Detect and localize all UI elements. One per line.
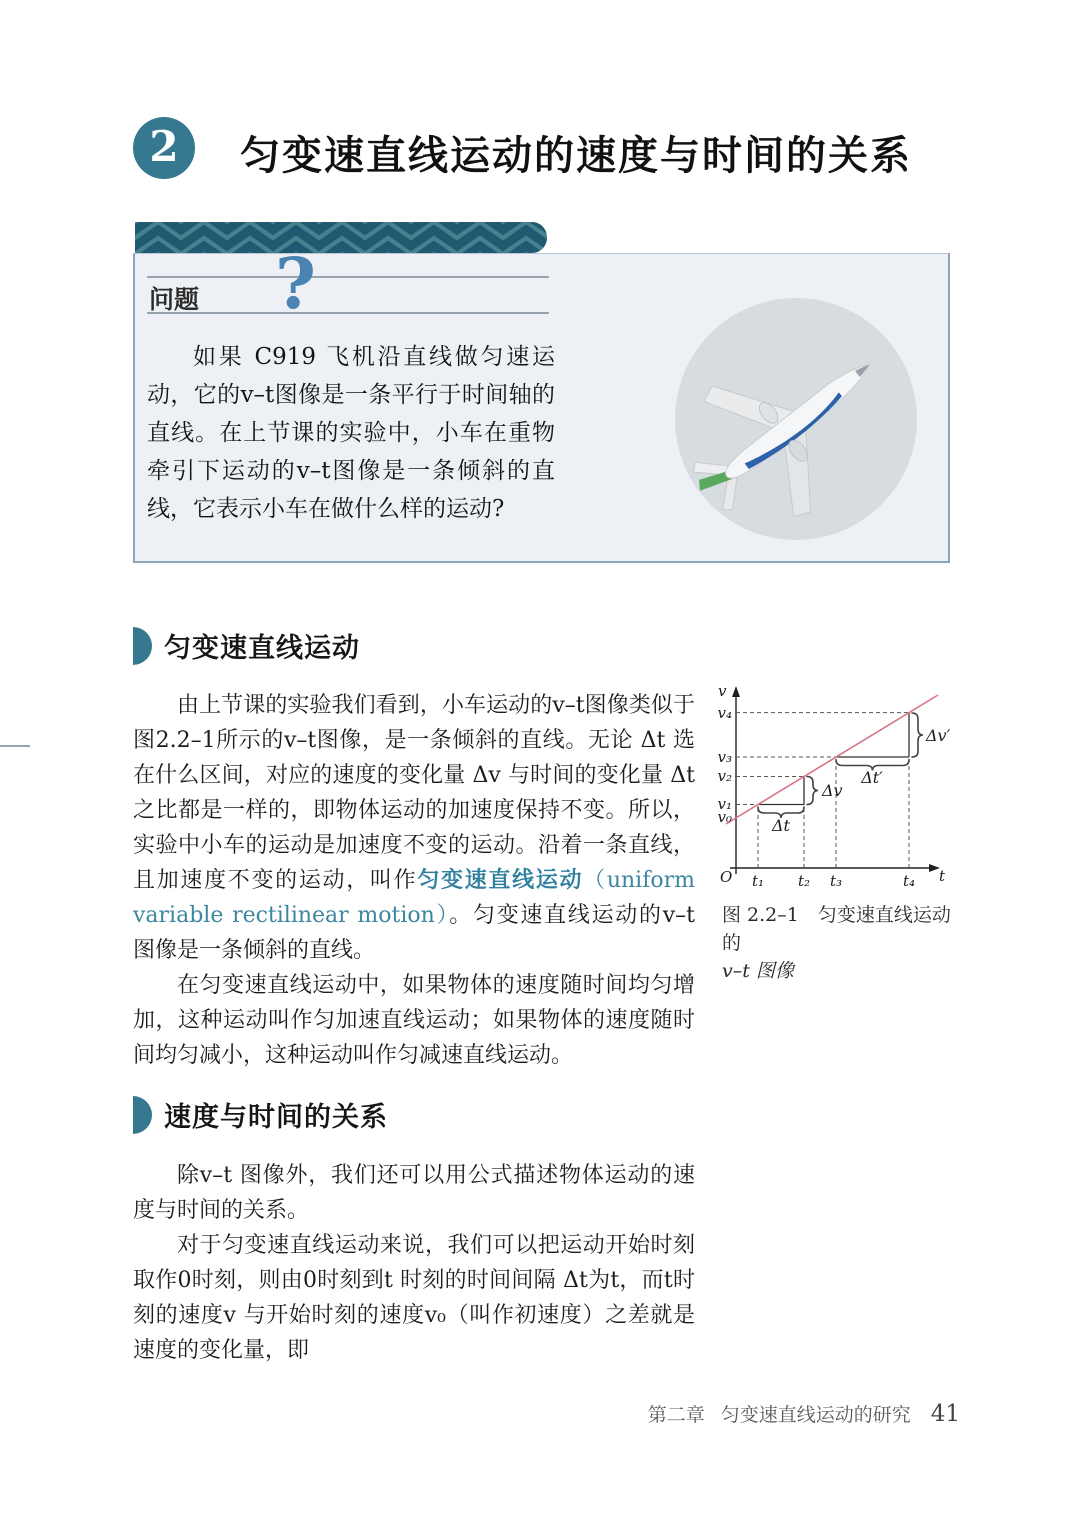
paragraph: 除v–t 图像外，我们还可以用公式描述物体运动的速度与时间的关系。 — [133, 1163, 695, 1223]
y-tick: v₂ — [717, 767, 732, 785]
problem-box — [133, 242, 950, 563]
annotation-dv2: Δv′ — [926, 726, 951, 745]
airplane-illustration — [673, 296, 919, 542]
page-footer — [648, 1400, 960, 1427]
section-bullet-icon — [133, 627, 152, 665]
y-axis-label: v — [718, 682, 727, 700]
footer-chapter-title: 匀变速直线运动的研究 — [720, 1404, 911, 1426]
figure-caption — [708, 901, 953, 985]
question-mark-icon: ? — [275, 242, 317, 325]
chevron-pattern — [135, 222, 547, 253]
origin-label: O — [720, 868, 733, 886]
x-tick: t₁ — [751, 872, 765, 890]
page-title: 匀变速直线运动的速度与时间的关系 — [240, 132, 912, 179]
figure-2-2-1 — [708, 678, 953, 985]
paragraph-text: 由上节课的实验我们看到，小车运动的v–t图像类似于图2.2–1所示的v–t图像，是一条倾斜的直线。无论 Δt 选在什么区间，对应的速度的变化量 Δv 与时间的变化量 Δt 之比都是一样的，即物体运动的加速度保持不变。所以，实验中小车的运动是加速度不变的运动。沿着一条直线，且加速度不变的运动，叫作 — [133, 693, 695, 893]
chevron-pattern-band — [135, 222, 547, 253]
paragraph: 在匀变速直线运动中，如果物体的速度随时间均匀增加，这种运动叫作匀加速直线运动；如果物体的速度随时间均匀减小，这种运动叫作匀减速直线运动。 — [133, 973, 695, 1068]
vt-line — [726, 695, 938, 824]
annotation-dt: Δt — [772, 816, 790, 835]
paragraph-text: 。匀变速直线运动的v–t 图像是一条倾斜的直线。 — [133, 903, 695, 963]
figure-caption-line1: 图 2.2–1 匀变速直线运动的 — [722, 904, 951, 954]
key-term: 匀变速直线运动 — [417, 868, 584, 893]
annotation-dt2: Δt′ — [861, 768, 883, 787]
section-heading-label: 速度与时间的关系 — [164, 1102, 388, 1133]
paragraph — [133, 688, 695, 968]
x-axis-label: t — [939, 867, 946, 885]
y-tick: v₀ — [717, 808, 732, 826]
y-tick: v₄ — [717, 704, 732, 722]
y-tick: v₃ — [717, 748, 732, 766]
margin-tick — [0, 745, 30, 747]
section-heading-uniform-motion — [133, 626, 360, 665]
x-tick: t₂ — [797, 872, 811, 890]
divider — [147, 276, 549, 278]
figure-caption-line2: v–t 图像 — [722, 960, 794, 982]
problem-text: 如果 C919 飞机沿直线做匀速运动，它的v–t图像是一条平行于时间轴的直线。在上节课的实验中，小车在重物牵引下运动的v–t图像是一条倾斜的直线，它表示小车在做什么样的运动? — [147, 344, 555, 522]
section1-body — [133, 688, 695, 1073]
page-number: 41 — [930, 1401, 960, 1427]
lesson-number-badge: 2 — [133, 117, 195, 179]
c919-airplane-photo — [673, 296, 919, 542]
footer-chapter: 第二章 — [647, 1404, 705, 1426]
problem-label: 问题 — [149, 285, 200, 314]
section-bullet-icon — [133, 1096, 152, 1134]
section2-body — [133, 1158, 695, 1368]
key-term-english: （uniform variable rectilinear motion） — [133, 868, 695, 928]
section-heading-velocity-time — [133, 1095, 388, 1134]
paragraph: 对于匀变速直线运动来说，我们可以把运动开始时刻取作0时刻，则由0时刻到t 时刻的时间间隔 Δt为t，而t时刻的速度v 与开始时刻的速度v₀（叫作初速度）之差就是速度的变化量，即 — [133, 1233, 695, 1363]
annotation-dv: Δv — [822, 781, 843, 800]
divider — [147, 312, 549, 314]
section-heading-label: 匀变速直线运动 — [164, 633, 360, 664]
v-t-chart — [708, 678, 953, 893]
x-tick: t₃ — [829, 872, 843, 890]
y-tick: v₁ — [717, 795, 732, 813]
x-tick: t₄ — [902, 872, 916, 890]
